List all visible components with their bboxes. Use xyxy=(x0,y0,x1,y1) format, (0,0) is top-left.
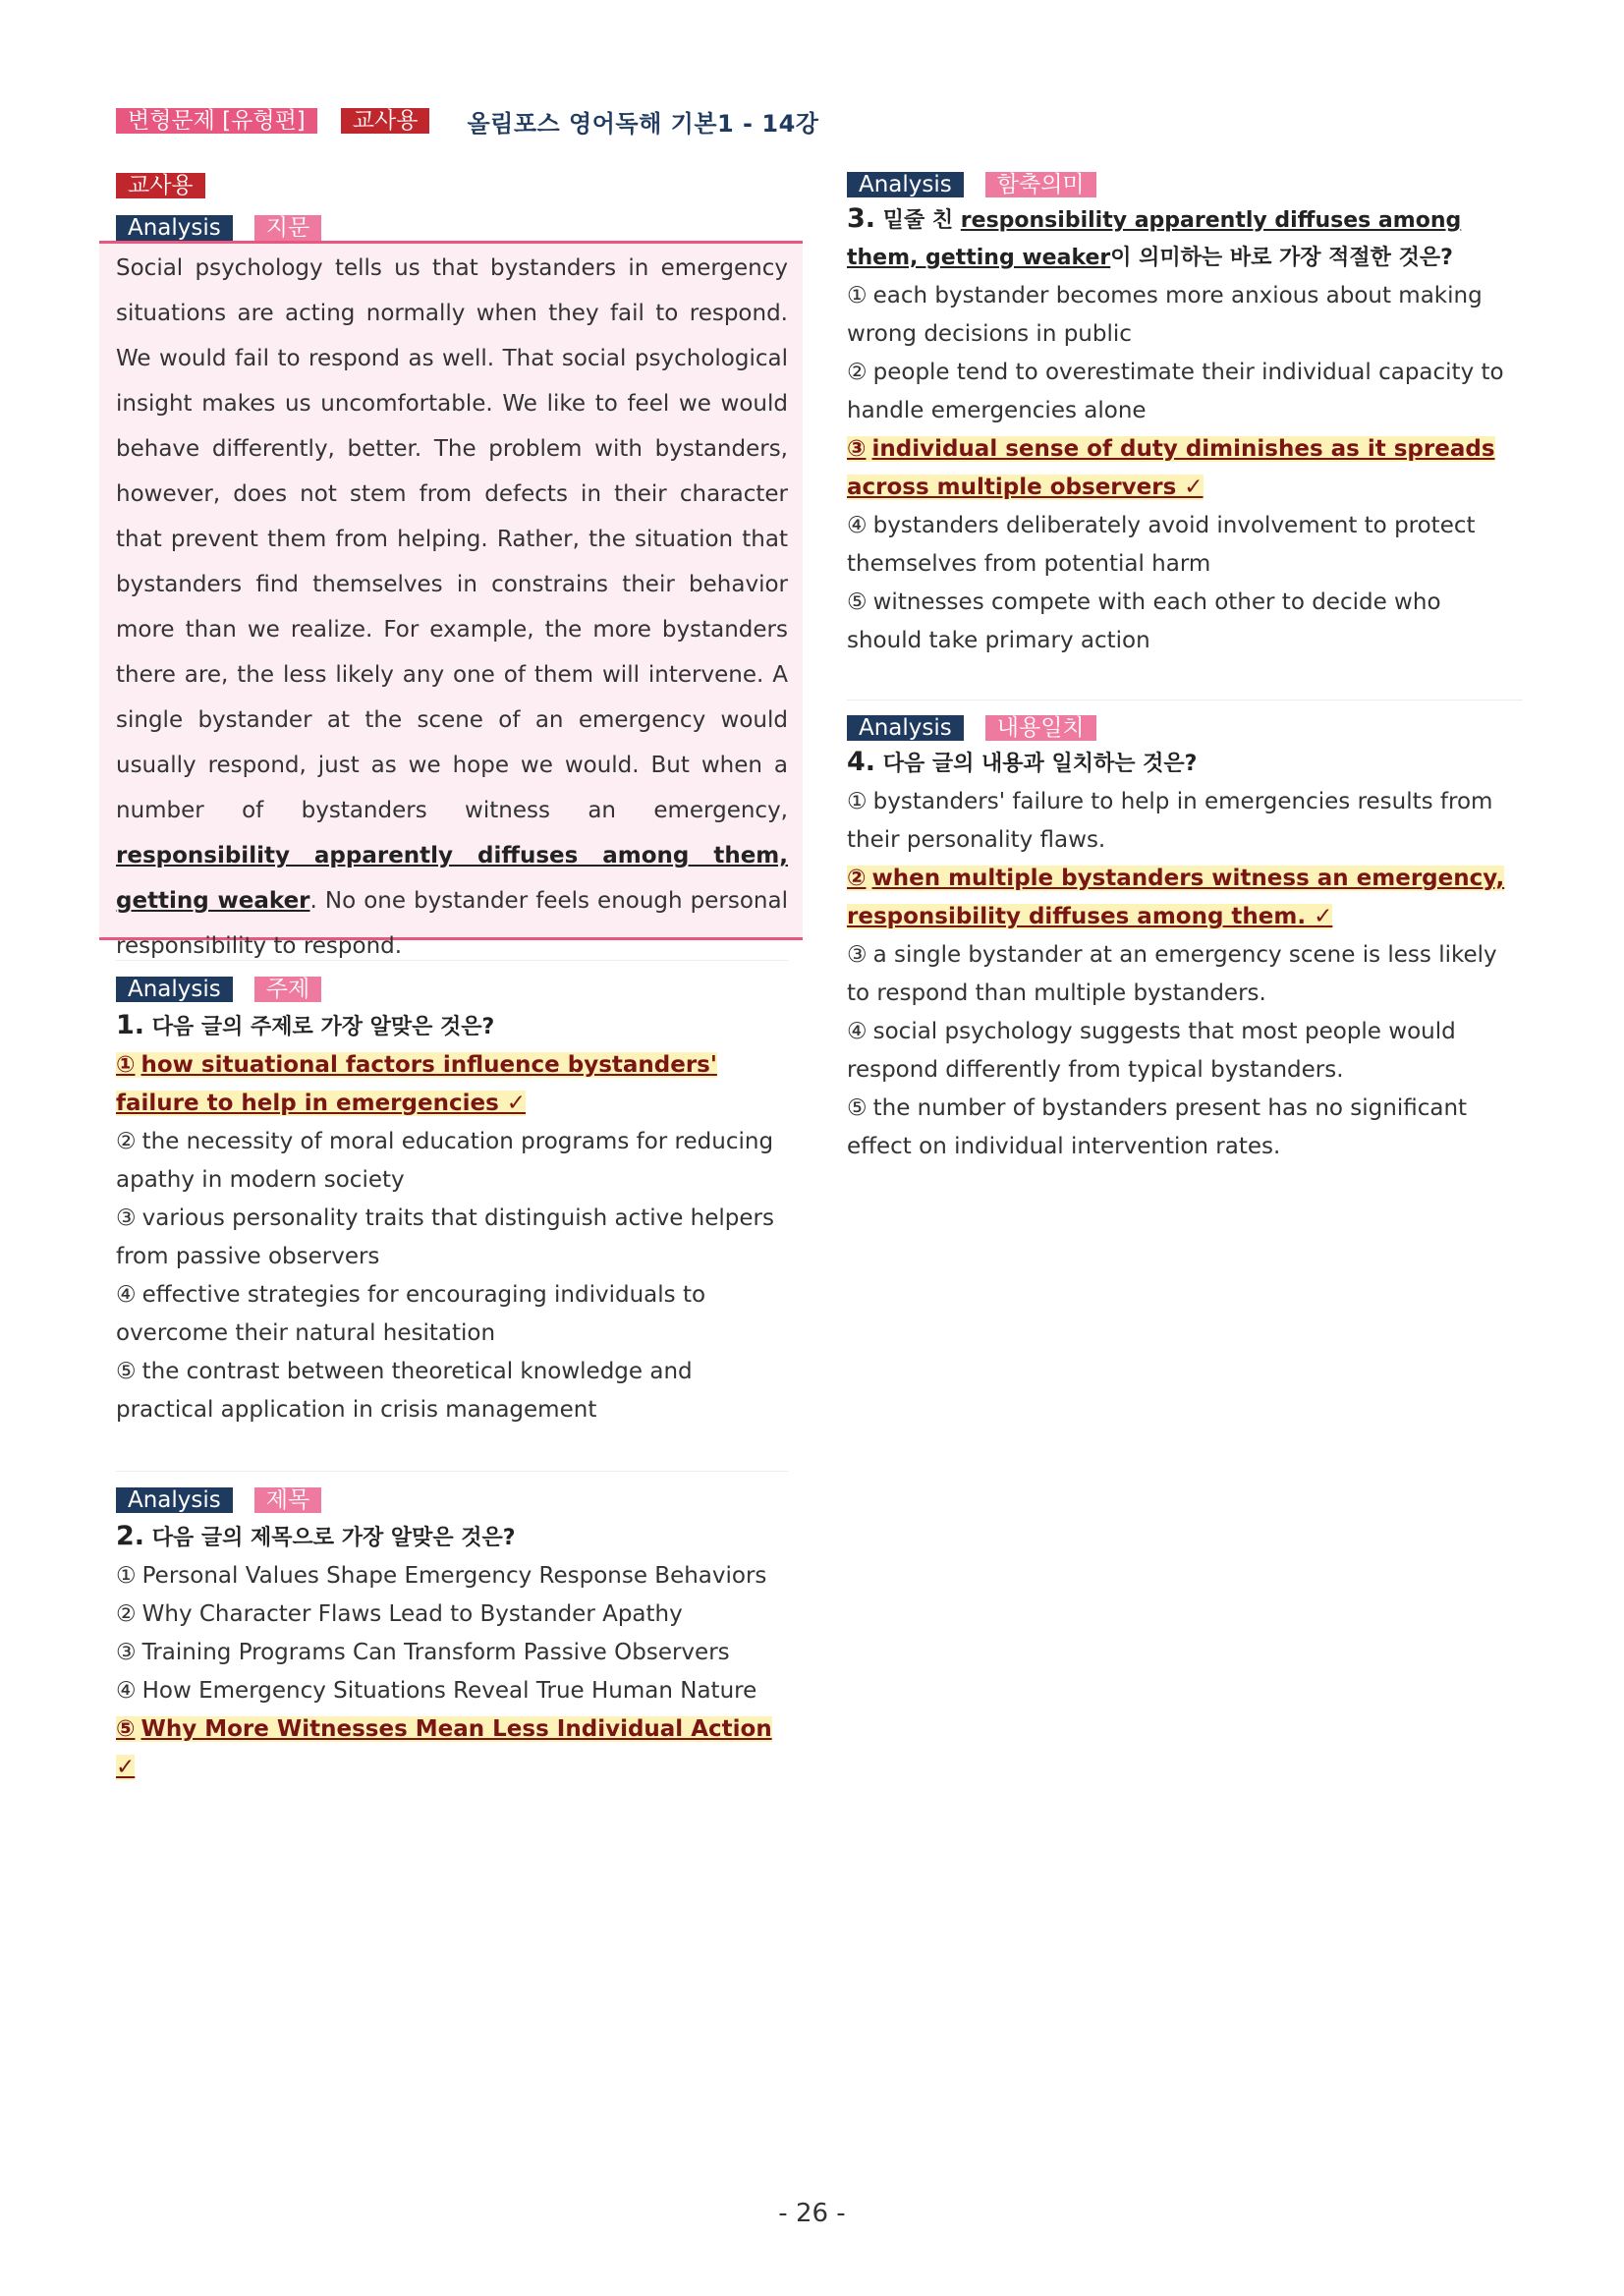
question-1-option-4 xyxy=(116,1276,788,1353)
option-mark: ④ xyxy=(847,513,868,538)
option-text: individual sense of duty diminishes as it spreads across multiple observers ✓ xyxy=(847,436,1495,500)
question-1-number: 1. xyxy=(116,1010,145,1040)
option-mark: ① xyxy=(116,1563,137,1589)
option-text: the number of bystanders present has no significant effect on individual intervention rates. xyxy=(847,1095,1468,1159)
option-text: effective strategies for encouraging individuals to overcome their natural hesitation xyxy=(116,1282,706,1346)
question-2-prompt-text: 다음 글의 제목으로 가장 알맞은 것은? xyxy=(151,1526,516,1550)
question-4-option-5 xyxy=(847,1090,1523,1166)
option-mark: ③ xyxy=(116,1640,137,1665)
question-2-prompt xyxy=(116,1518,788,1557)
question-1-option-5 xyxy=(116,1353,788,1429)
option-text: a single bystander at an emergency scene is less likely to respond than multiple bystanders. xyxy=(847,942,1497,1006)
teacher-edition-tag: 교사용 xyxy=(341,108,430,134)
question-2 xyxy=(116,1486,788,1787)
question-3-number: 3. xyxy=(847,203,876,234)
question-4-prompt-text: 다음 글의 내용과 일치하는 것은? xyxy=(882,752,1198,776)
option-text: Why More Witnesses Mean Less Individual Action ✓ xyxy=(116,1716,772,1780)
option-mark: ① xyxy=(847,789,868,814)
question-1-option-2 xyxy=(116,1123,788,1200)
option-mark: ② xyxy=(116,1601,137,1627)
option-mark: ⑤ xyxy=(847,589,868,615)
option-text: people tend to overestimate their individual capacity to handle emergencies alone xyxy=(847,360,1504,423)
question-4-option-2 xyxy=(847,860,1523,936)
question-3-type-tag: 함축의미 xyxy=(985,172,1096,197)
question-3-option-1 xyxy=(847,277,1523,354)
option-mark: ② xyxy=(847,360,868,385)
option-text: when multiple bystanders witness an emergency, responsibility diffuses among them. ✓ xyxy=(847,866,1505,929)
question-2-analysis-tag: Analysis xyxy=(116,1487,233,1513)
passage-teacher-tag: 교사용 xyxy=(116,173,205,198)
option-text: Personal Values Shape Emergency Response Behaviors xyxy=(141,1563,767,1589)
question-1-analysis-tag: Analysis xyxy=(116,977,233,1002)
passage-text-main: Social psychology tells us that bystanders in emergency situations are acting normally when they fail to respond. We would fail to respond as well. That social psychological insight makes us uncomfortable. We like to feel we would behave differently, better. The problem with bystanders, however, does not stem from defects in their character that prevent them from helping. Rather, the situation that bystanders find themselves in constrains their behavior more than we realize. For example, the more bystanders there are, the less likely any one of them will intervene. A single bystander at the scene of an emergency would usually respond, just as we hope we would. But when a number of bystanders witness an emergency, xyxy=(116,255,788,823)
passage-teacher-tag-row xyxy=(116,173,788,198)
question-2-option-5 xyxy=(116,1710,788,1787)
question-3-prompt-lead: 밑줄 친 xyxy=(882,208,961,233)
question-2-type-tag: 제목 xyxy=(254,1487,321,1513)
question-3-underlined-phrase: responsibility apparently diffuses among them, getting weaker xyxy=(847,208,1462,270)
option-text: How Emergency Situations Reveal True Human Nature xyxy=(141,1678,757,1704)
passage-underlined-phrase: responsibility apparently diffuses among them, getting weaker xyxy=(116,843,788,914)
option-text: the necessity of moral education programs for reducing apathy in modern society xyxy=(116,1129,774,1193)
question-1-prompt xyxy=(116,1007,788,1046)
option-mark: ⑤ xyxy=(116,1716,136,1742)
question-4-option-3 xyxy=(847,936,1523,1013)
question-2-tags xyxy=(116,1486,788,1514)
option-mark: ⑤ xyxy=(116,1359,137,1384)
option-text: bystanders deliberately avoid involvement to protect themselves from potential harm xyxy=(847,513,1476,577)
worksheet-type-tag: 변형문제 [유형편] xyxy=(116,108,317,134)
question-4-option-4 xyxy=(847,1013,1523,1090)
option-text: Why Character Flaws Lead to Bystander Apathy xyxy=(141,1601,683,1627)
option-text: how situational factors influence bystanders' failure to help in emergencies ✓ xyxy=(116,1052,717,1116)
passage-analysis-tag: Analysis xyxy=(116,215,233,241)
question-2-option-3 xyxy=(116,1634,788,1672)
option-mark: ③ xyxy=(847,942,868,968)
question-3-analysis-tag: Analysis xyxy=(847,172,964,197)
section-divider xyxy=(116,960,788,961)
option-mark: ① xyxy=(116,1052,136,1078)
option-mark: ⑤ xyxy=(847,1095,868,1121)
question-1-option-1 xyxy=(116,1046,788,1123)
option-mark: ④ xyxy=(116,1678,137,1704)
question-1-type-tag: 주제 xyxy=(254,977,321,1002)
passage-text xyxy=(116,246,788,969)
question-1-prompt-text: 다음 글의 주제로 가장 알맞은 것은? xyxy=(151,1015,495,1039)
question-3-option-4 xyxy=(847,507,1523,584)
series-title: 올림포스 영어독해 기본1 - 14강 xyxy=(467,109,819,138)
option-mark: ② xyxy=(847,866,867,891)
question-3-option-5 xyxy=(847,584,1523,660)
question-1 xyxy=(116,976,788,1429)
question-3-prompt-tail: 이 의미하는 바로 가장 적절한 것은? xyxy=(1110,246,1453,270)
question-2-option-1 xyxy=(116,1557,788,1596)
question-2-option-2 xyxy=(116,1596,788,1634)
option-text: witnesses compete with each other to decide who should take primary action xyxy=(847,589,1441,653)
question-3-tags xyxy=(847,171,1523,198)
question-2-number: 2. xyxy=(116,1521,145,1551)
page-header xyxy=(116,106,818,136)
option-text: bystanders' failure to help in emergencies results from their personality flaws. xyxy=(847,789,1493,853)
option-text: the contrast between theoretical knowledge and practical application in crisis management xyxy=(116,1359,693,1423)
question-3 xyxy=(847,171,1523,660)
option-mark: ① xyxy=(847,283,868,308)
section-divider xyxy=(116,1471,788,1472)
passage-text-end: . No one bystander feels enough personal responsibility to respond. xyxy=(116,888,788,959)
option-text: social psychology suggests that most people would respond differently from typical bystanders. xyxy=(847,1019,1456,1083)
option-text: Training Programs Can Transform Passive Observers xyxy=(141,1640,730,1665)
question-3-prompt xyxy=(847,200,1523,277)
question-1-option-3 xyxy=(116,1200,788,1276)
question-3-option-3 xyxy=(847,430,1523,507)
question-2-option-4 xyxy=(116,1672,788,1710)
option-mark: ② xyxy=(116,1129,137,1154)
page-number: - 26 - xyxy=(778,2199,846,2228)
question-3-option-2 xyxy=(847,354,1523,430)
option-text: each bystander becomes more anxious about making wrong decisions in public xyxy=(847,283,1483,347)
option-text: various personality traits that distinguish active helpers from passive observers xyxy=(116,1205,774,1269)
passage-tag-row xyxy=(116,214,788,242)
question-1-tags xyxy=(116,976,788,1003)
question-4-tags xyxy=(847,714,1523,742)
question-4-option-1 xyxy=(847,783,1523,860)
question-4 xyxy=(847,714,1523,1166)
option-mark: ④ xyxy=(847,1019,868,1044)
question-4-analysis-tag: Analysis xyxy=(847,715,964,741)
question-4-prompt xyxy=(847,744,1523,783)
option-mark: ③ xyxy=(116,1205,137,1231)
option-mark: ③ xyxy=(847,436,867,462)
question-4-number: 4. xyxy=(847,747,876,777)
option-mark: ④ xyxy=(116,1282,137,1308)
passage-type-tag: 지문 xyxy=(254,215,321,241)
question-4-type-tag: 내용일치 xyxy=(985,715,1096,741)
